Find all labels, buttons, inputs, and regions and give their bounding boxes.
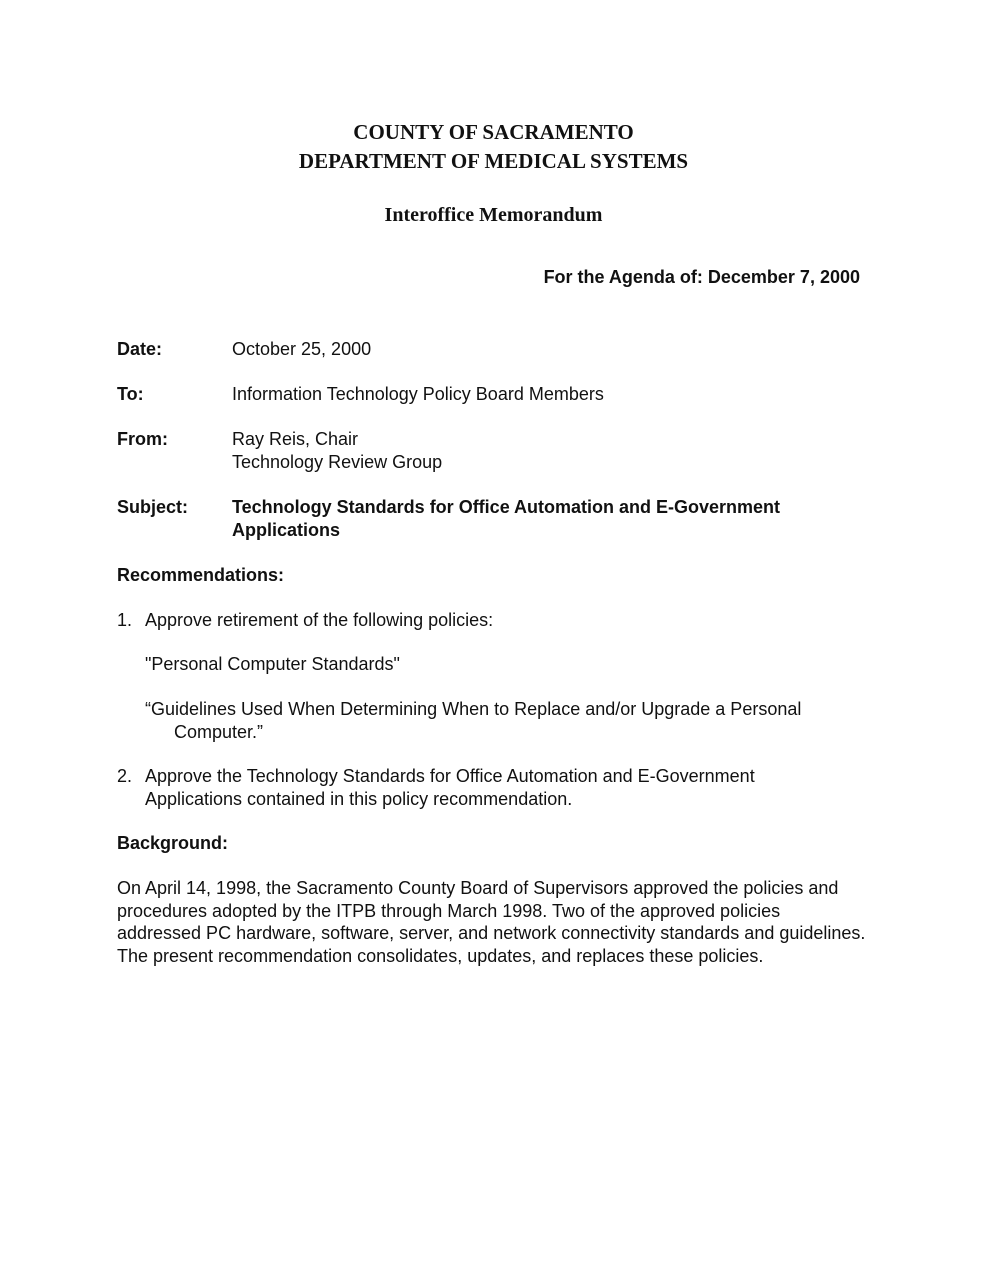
subject-value: Technology Standards for Office Automation and E-Government Applications <box>232 497 781 540</box>
department-heading: DEPARTMENT OF MEDICAL SYSTEMS <box>298 149 689 173</box>
recommendations-heading: Recommendations: <box>117 565 285 585</box>
list-item-text-2: Approve the Technology Standards for Office Automation and E-Government Applications contained in this policy recommendation. <box>145 766 755 809</box>
list-item-text-1: Approve retirement of the following policies: <box>145 610 494 630</box>
from-group: Technology Review Group <box>232 452 443 472</box>
from-name: Ray Reis, Chair <box>232 429 359 449</box>
background-paragraph: On April 14, 1998, the Sacramento County Board of Supervisors approved the policies and procedures adopted by the ITPB through March 1998. Two of the approved policies addressed PC hardware, software, server, and network connectivity standards and guidelines. The present recommendation consolidates, updates, and replaces these policies. <box>117 878 866 966</box>
subject-label: Subject: <box>117 497 189 517</box>
retired-policy-1: "Personal Computer Standards" <box>145 654 400 674</box>
background-heading: Background: <box>117 833 229 853</box>
list-item-number-2: 2. <box>117 766 133 786</box>
retired-policy-2: “Guidelines Used When Determining When to Replace and/or Upgrade a Personal Computer.” <box>145 699 802 742</box>
date-value: October 25, 2000 <box>232 339 372 359</box>
county-heading: COUNTY OF SACRAMENTO <box>353 120 634 144</box>
to-label: To: <box>117 384 144 404</box>
agenda-line: For the Agenda of: December 7, 2000 <box>543 267 860 287</box>
date-label: Date: <box>117 339 163 359</box>
memo-title: Interoffice Memorandum <box>384 204 603 226</box>
to-value: Information Technology Policy Board Members <box>232 384 604 404</box>
from-label: From: <box>117 429 168 449</box>
list-item-number-1: 1. <box>117 610 133 630</box>
